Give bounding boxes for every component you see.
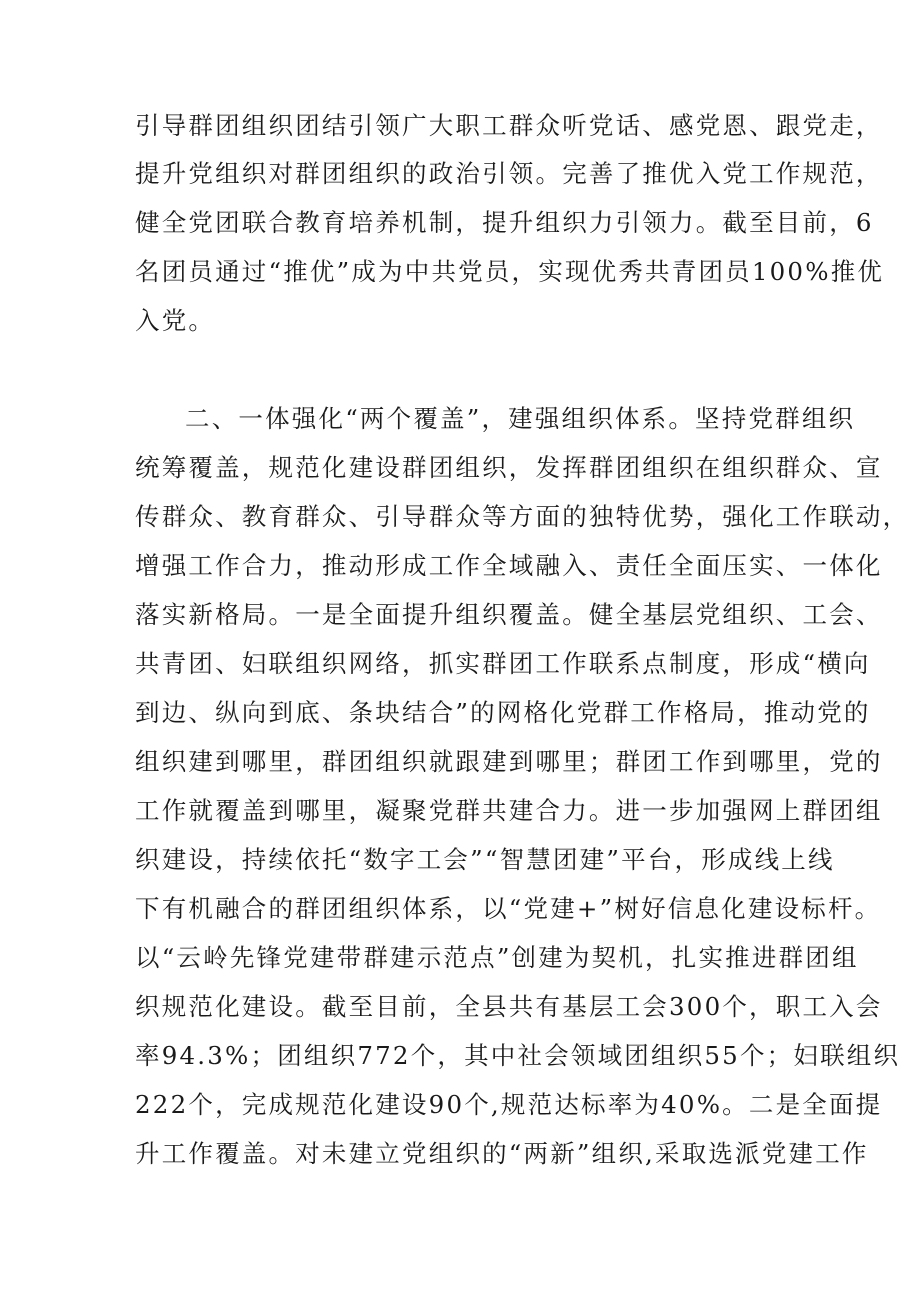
paragraph-line: 落实新格局。一是全面提升组织覆盖。健全基层党组织、工会、 <box>135 600 883 629</box>
paragraph-line: 统筹覆盖，规范化建设群团组织，发挥群团组织在组织群众、宣 <box>135 453 883 482</box>
paragraph-line: 下有机融合的群团组织体系，以“党建+”树好信息化建设标杆。 <box>135 894 882 923</box>
paragraph-line: 增强工作合力，推动形成工作全域融入、责任全面压实、一体化 <box>135 551 883 580</box>
paragraph-line: 共青团、妇联组织网络，抓实群团工作联系点制度，形成“横向 <box>135 649 871 678</box>
paragraph-line: 名团员通过“推优”成为中共党员，实现优秀共青团员100%推优 <box>135 257 885 286</box>
paragraph-line: 引导群团组织团结引领广大职工群众听党话、感党恩、跟党走， <box>135 111 883 140</box>
paragraph-line: 二、一体强化“两个覆盖”，建强组织体系。坚持党群组织 <box>185 404 856 433</box>
paragraph-line: 升工作覆盖。对未建立党组织的“两新”组织,采取选派党建工作 <box>135 1139 869 1168</box>
paragraph-line: 健全党团联合教育培养机制，提升组织力引领力。截至目前，6 <box>135 208 874 237</box>
paragraph-line: 到边、纵向到底、条块结合”的网格化党群工作格局，推动党的 <box>135 698 871 727</box>
paragraph-line: 组织建到哪里，群团组织就跟建到哪里；群团工作到哪里，党的 <box>135 747 883 776</box>
paragraph-line: 以“云岭先锋党建带群建示范点”创建为契机，扎实推进群团组 <box>135 943 859 972</box>
paragraph-line: 工作就覆盖到哪里，凝聚党群共建合力。进一步加强网上群团组 <box>135 796 883 825</box>
paragraph-line: 提升党组织对群团组织的政治引领。完善了推优入党工作规范， <box>135 159 883 188</box>
paragraph-line: 222个，完成规范化建设90个,规范达标率为40%。二是全面提 <box>135 1090 883 1119</box>
paragraph-line: 率94.3%；团组织772个，其中社会领域团组织55个；妇联组织 <box>135 1041 901 1070</box>
paragraph-line: 织建设，持续依托“数字工会”“智慧团建”平台，形成线上线 <box>135 845 835 874</box>
paragraph-line: 入党。 <box>135 306 216 335</box>
paragraph-line: 传群众、教育群众、引导群众等方面的独特优势，强化工作联动， <box>135 502 910 531</box>
paragraph-line: 织规范化建设。截至目前，全县共有基层工会300个，职工入会 <box>135 992 883 1021</box>
